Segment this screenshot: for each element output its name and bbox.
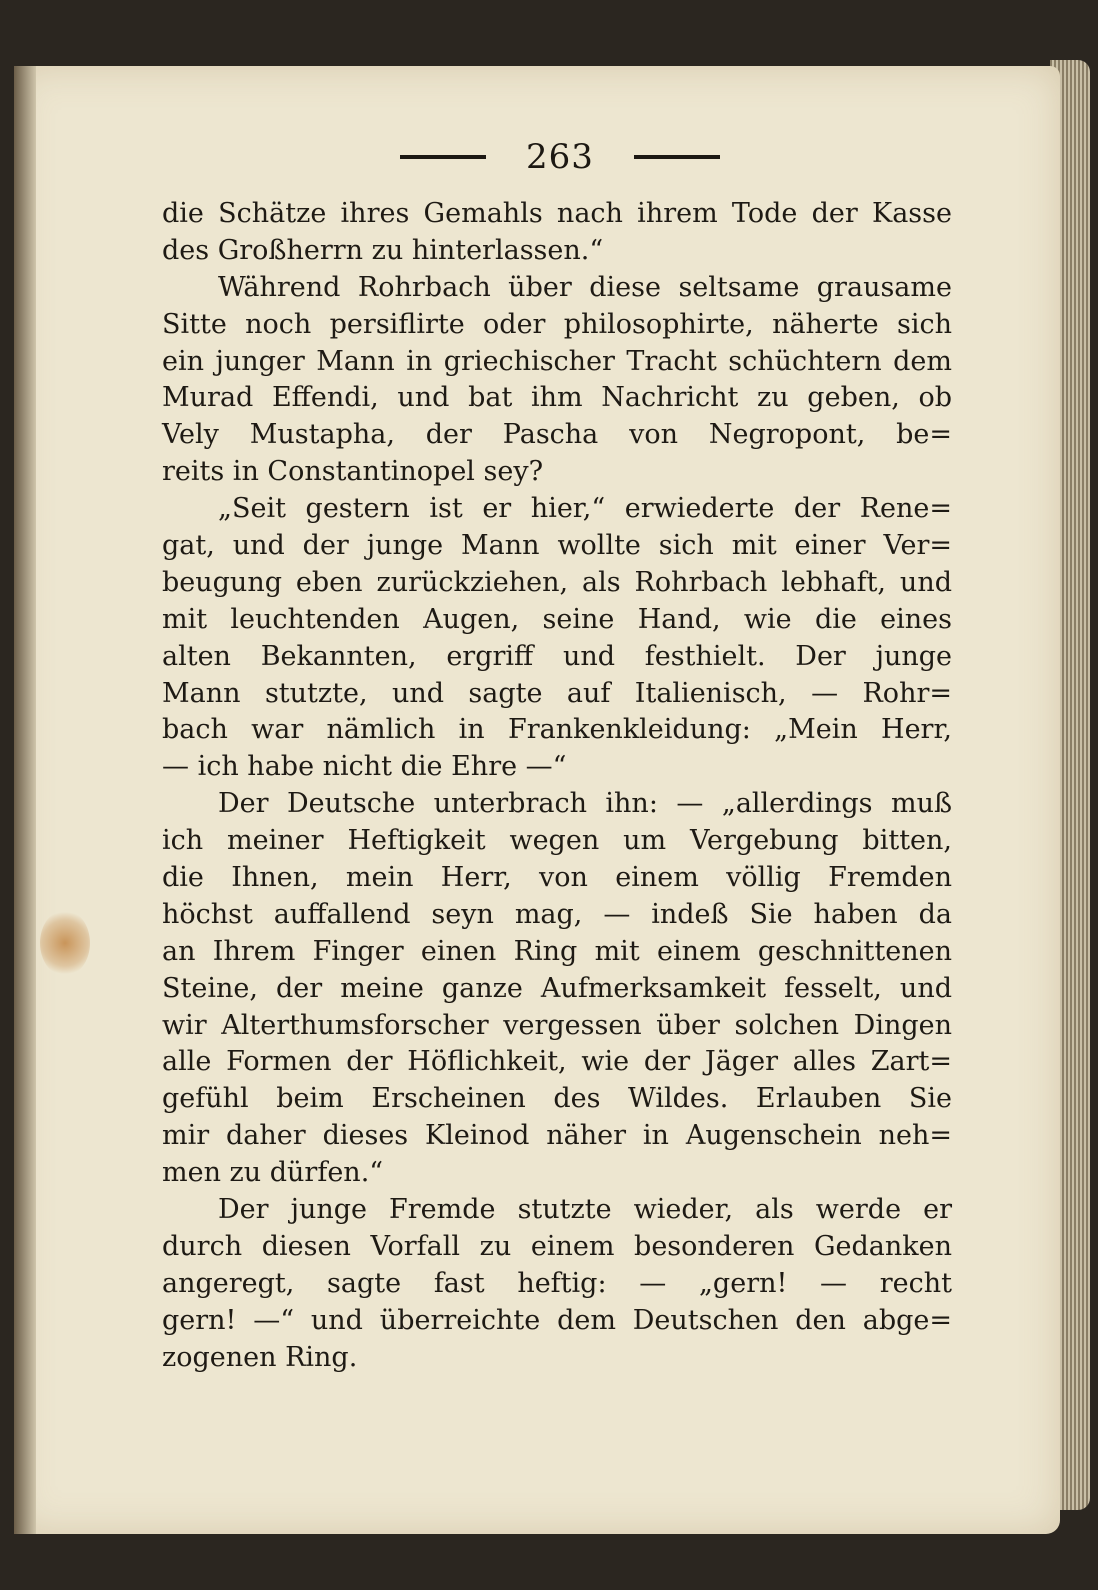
text-line: gern! —“ und überreichte dem Deutschen den abge= [162, 1304, 952, 1336]
text-line: alten Bekannten, ergriff und festhielt. Der junge [162, 640, 952, 672]
text-line: gat, und der junge Mann wollte sich mit einer Ver= [162, 530, 952, 562]
text-line: alle Formen der Höflichkeit, wie der Jäger alles Zart= [162, 1046, 952, 1078]
text-line: zogenen Ring. [162, 1341, 358, 1373]
text-line: Der Deutsche unterbrach ihn: — „allerdings muß [218, 788, 952, 820]
header-rule-left [400, 155, 486, 159]
text-line: angeregt, sagte fast heftig: — „gern! — recht [162, 1267, 952, 1299]
text-line: die Ihnen, mein Herr, von einem völlig Fremden [162, 862, 952, 894]
page-header [400, 132, 720, 182]
text-line: beugung eben zurückziehen, als Rohrbach lebhaft, und [162, 566, 952, 598]
text-line: mit leuchtenden Augen, seine Hand, wie die eines [162, 603, 952, 635]
text-line: höchst auffallend seyn mag, — indeß Sie haben da [162, 898, 952, 930]
text-line: Während Rohrbach über diese seltsame grausame [218, 271, 952, 303]
text-line: Steine, der meine ganze Aufmerksamkeit fesselt, und [162, 972, 952, 1004]
body-text [162, 196, 952, 1377]
text-line: bach war nämlich in Frankenkleidung: „Mein Herr, [162, 714, 952, 746]
text-line: an Ihrem Finger einen Ring mit einem geschnittenen [162, 935, 952, 967]
text-line: reits in Constantinopel sey? [162, 456, 544, 488]
text-line: durch diesen Vorfall zu einem besonderen Gedanken [162, 1230, 952, 1262]
text-line: — ich habe nicht die Ehre —“ [162, 751, 567, 783]
text-line: mir daher dieses Kleinod näher in Augenschein neh= [162, 1120, 952, 1152]
text-line: gefühl beim Erscheinen des Wildes. Erlauben Sie [162, 1083, 952, 1115]
text-line: des Großherrn zu hinterlassen.“ [162, 234, 604, 266]
text-line: ein junger Mann in griechischer Tracht schüchtern dem [162, 345, 952, 377]
text-line: Der junge Fremde stutzte wieder, als werde er [218, 1194, 952, 1226]
text-line: ich meiner Heftigkeit wegen um Vergebung bitten, [162, 825, 952, 857]
text-line: Sitte noch persiflirte oder philosophirte, näherte sich [162, 308, 952, 340]
text-line: wir Alterthumsforscher vergessen über solchen Dingen [162, 1009, 952, 1041]
text-line: Murad Effendi, und bat ihm Nachricht zu geben, ob [162, 382, 952, 414]
text-line: die Schätze ihres Gemahls nach ihrem Tode der Kasse [162, 198, 952, 229]
page-number: 263 [526, 137, 594, 177]
text-line: Mann stutzte, und sagte auf Italienisch, — Rohr= [162, 677, 952, 709]
text-line: men zu dürfen.“ [162, 1157, 384, 1189]
foxing-stain [40, 910, 90, 976]
binding-gutter [14, 66, 36, 1534]
text-line: „Seit gestern ist er hier,“ erwiederte der Rene= [218, 493, 952, 525]
text-line: Vely Mustapha, der Pascha von Negropont, be= [162, 419, 952, 451]
header-rule-right [634, 155, 720, 159]
